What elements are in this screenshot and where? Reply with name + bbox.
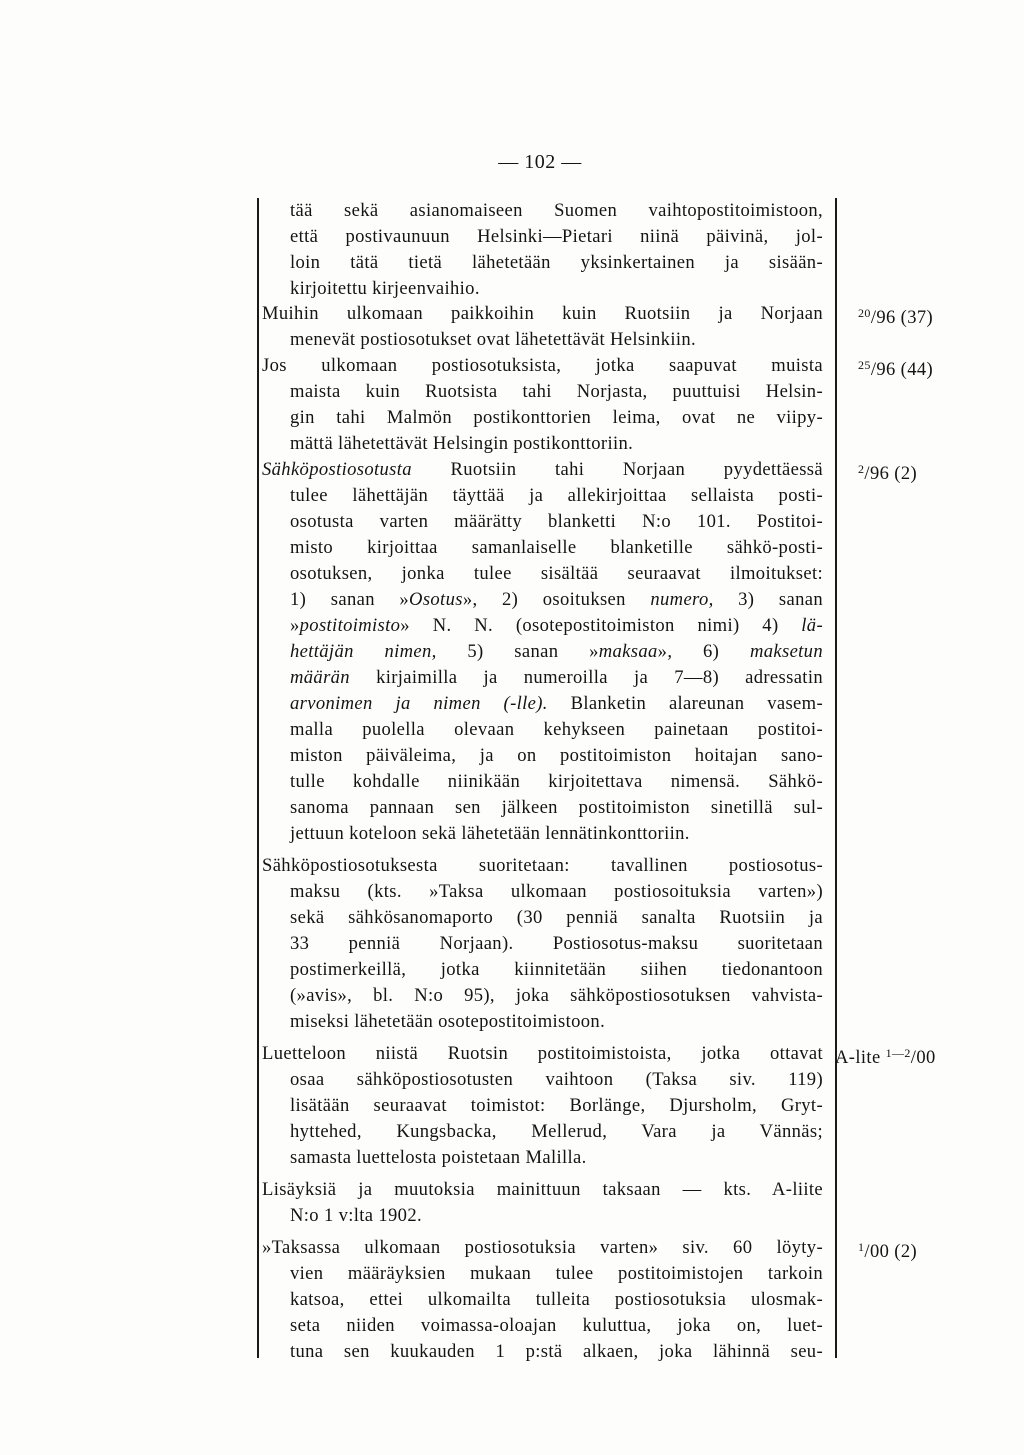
text-line: postimerkeillä, jotka kiinnitetään siihen tiedonantoon: [290, 959, 823, 980]
text-line: osaa sähköpostiosotusten vaihtoon (Taksa siv. 119): [290, 1069, 823, 1090]
text-line: tää sekä asianomaiseen Suomen vaihtopostitoimistoon,: [290, 200, 823, 221]
margin-note: $^2$/96 (2): [858, 462, 918, 484]
text-line: seta niiden voimassa-oloajan kuluttua, joka on, luet-: [290, 1315, 823, 1336]
text-line: Sähköpostiosotuksesta suoritetaan: tavallinen postiosotus-: [262, 855, 823, 876]
text-line: osotuksen, jonka tulee sisältää seuraavat ilmoitukset:: [290, 563, 823, 584]
text-line: jettuun koteloon sekä lähetetään lennätinkonttoriin.: [290, 823, 690, 844]
page-number: — 102 —: [498, 151, 582, 173]
text-line: lisätään seuraavat toimistot: Borlänge, Djursholm, Gryt-: [290, 1095, 823, 1116]
right-margin-rule: [835, 198, 837, 1358]
text-line: hyttehed, Kungsbacka, Mellerud, Vara ja Vännäs;: [290, 1121, 823, 1142]
text-line: (»avis», bl. N:o 95), joka sähköpostiosotuksen vahvista-: [290, 985, 823, 1006]
text-line: että postivaunuun Helsinki—Pietari niinä päivinä, jol-: [290, 226, 823, 247]
text-line: tuna sen kuukauden 1 p:stä alkaen, joka lähinnä seu-: [290, 1341, 823, 1362]
text-line: osotusta varten määrätty blanketti N:o 101. Postitoi-: [290, 511, 823, 532]
text-line: »postitoimisto» N. N. (osotepostitoimiston nimi) 4) lä-: [290, 615, 823, 636]
text-line: vien määräyksien mukaan tulee postitoimistojen tarkoin: [290, 1263, 823, 1284]
text-line: samasta luettelosta poistetaan Malilla.: [290, 1147, 587, 1168]
text-line: Muihin ulkomaan paikkoihin kuin Ruotsiin ja Norjaan: [262, 303, 823, 324]
text-line: sanoma pannaan sen jälkeen postitoimiston sinetillä sul-: [290, 797, 823, 818]
text-line: maksu (kts. »Taksa ulkomaan postiosoituksia varten»): [290, 881, 823, 902]
text-line: loin tätä tietä lähetetään yksinkertainen ja sisään-: [290, 252, 823, 273]
text-line: misto kirjoittaa samanlaiselle blanketille sähkö-posti-: [290, 537, 823, 558]
text-line: N:o 1 v:lta 1902.: [290, 1205, 422, 1226]
text-line: katsoa, ettei ulkomailta tulleita postiosotuksia ulosmak-: [290, 1289, 823, 1310]
text-line: kirjoitettu kirjeenvaihio.: [290, 278, 480, 299]
text-line: Luetteloon niistä Ruotsin postitoimistoista, jotka ottavat: [262, 1043, 823, 1064]
margin-note: $^{25}$/96 (44): [858, 358, 934, 380]
text-line: tulee lähettäjän täyttää ja allekirjoittaa sellaista posti-: [290, 485, 823, 506]
text-line: 33 penniä Norjaan). Postiosotus-maksu suoritetaan: [290, 933, 823, 954]
text-line: gin tahi Malmön postikonttorien leima, ovat ne viipy-: [290, 407, 823, 428]
text-line: määrän kirjaimilla ja numeroilla ja 7—8) adressatin: [290, 667, 823, 688]
text-line: tulle kohdalle niinikään kirjoitettava nimensä. Sähkö-: [290, 771, 823, 792]
text-line: mättä lähetettävät Helsingin postikonttoriin.: [290, 433, 634, 454]
margin-note: $^{20}$/96 (37): [858, 306, 934, 328]
text-line: hettäjän nimen, 5) sanan »maksaa», 6) maksetun: [290, 641, 823, 662]
text-line: malla puolella olevaan kehykseen painetaan postitoi-: [290, 719, 823, 740]
left-margin-rule: [257, 198, 259, 1358]
margin-note: $^1$/00 (2): [858, 1240, 918, 1262]
text-line: miseksi lähetetään osotepostitoimistoon.: [290, 1011, 606, 1032]
text-line: maista kuin Ruotsista tahi Norjasta, puuttuisi Helsin-: [290, 381, 823, 402]
text-line: miston päiväleima, ja on postitoimiston hoitajan sano-: [290, 745, 823, 766]
text-line: Lisäyksiä ja muutoksia mainittuun taksaan — kts. A-liite: [262, 1179, 823, 1200]
text-line: Sähköpostiosotusta Ruotsiin tahi Norjaan pyydettäessä: [262, 459, 823, 480]
text-line: Jos ulkomaan postiosotuksista, jotka saapuvat muista: [262, 355, 823, 376]
text-line: 1) sanan »Osotus», 2) osoituksen numero, 3) sanan: [290, 589, 823, 610]
text-line: menevät postiosotukset ovat lähetettävät Helsinkiin.: [290, 329, 696, 350]
margin-note: A-lite $^{1—2}$/00: [835, 1046, 936, 1068]
text-line: arvonimen ja nimen (-lle). Blanketin alareunan vasem-: [290, 693, 823, 714]
text-line: »Taksassa ulkomaan postiosotuksia varten» siv. 60 löyty-: [262, 1237, 823, 1258]
text-line: sekä sähkösanomaporto (30 penniä sanalta Ruotsiin ja: [290, 907, 823, 928]
